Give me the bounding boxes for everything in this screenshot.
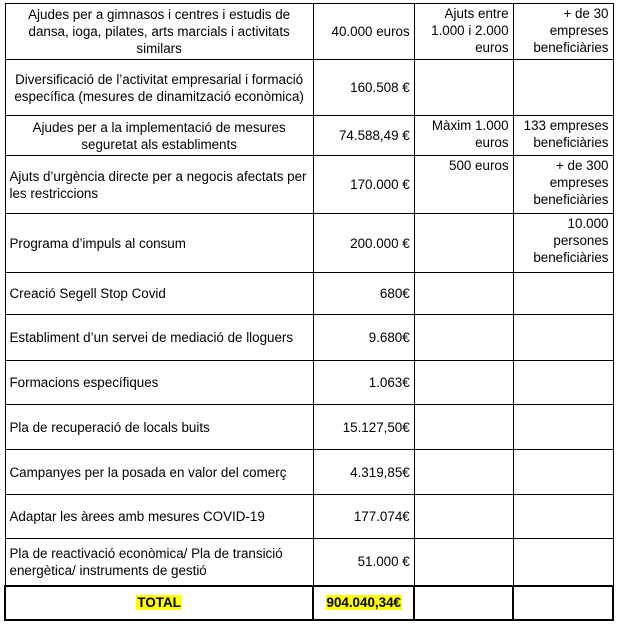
row-description: Diversificació de l’activitat empresarial i formació específica (mesures de dinamització econòmica): [5, 60, 313, 116]
row-aid: [414, 315, 513, 361]
row-beneficiaries: [513, 539, 613, 586]
table-row: [5, 60, 613, 116]
row-description: Establiment d’un servei de mediació de lloguers: [5, 315, 313, 361]
row-aid: [414, 405, 513, 450]
row-aid: [414, 60, 513, 116]
table-row: [5, 4, 613, 60]
table-row: [5, 405, 613, 450]
total-label: TOTAL: [137, 595, 181, 610]
row-beneficiaries: [513, 405, 613, 450]
row-beneficiaries: [513, 315, 613, 361]
row-beneficiaries: [513, 495, 613, 539]
row-amount: 74.588,49 €: [313, 116, 414, 156]
row-description: Pla de recuperació de locals buits: [5, 405, 313, 450]
table-row: [5, 495, 613, 539]
table-row: [5, 273, 613, 315]
row-description: Ajudes per a la implementació de mesures seguretat als establiments: [5, 116, 313, 156]
row-aid: [414, 214, 513, 273]
row-beneficiaries: [513, 361, 613, 405]
row-amount: 15.127,50€: [313, 405, 414, 450]
row-aid: Ajuts entre 1.000 i 2.000 euros: [414, 4, 513, 60]
row-amount: 177.074€: [313, 495, 414, 539]
table-row: [5, 116, 613, 156]
table-row: [5, 361, 613, 405]
row-description: Ajuts d’urgència directe per a negocis afectats per les restriccions: [5, 156, 313, 214]
row-amount: 9.680€: [313, 315, 414, 361]
row-aid: [414, 273, 513, 315]
row-description: Creació Segell Stop Covid: [5, 273, 313, 315]
row-aid: [414, 495, 513, 539]
row-aid: [414, 361, 513, 405]
row-aid: [414, 539, 513, 586]
row-description: Pla de reactivació econòmica/ Pla de transició energètica/ instruments de gestió: [5, 539, 313, 586]
row-amount: 51.000 €: [313, 539, 414, 586]
row-aid: Màxim 1.000 euros: [414, 116, 513, 156]
table-row: [5, 214, 613, 273]
row-aid: [414, 450, 513, 495]
table-row: [5, 539, 613, 586]
total-amount-cell: [313, 586, 414, 620]
row-amount: 1.063€: [313, 361, 414, 405]
row-beneficiaries: 133 empreses beneficiàries: [513, 116, 613, 156]
budget-table: [4, 3, 614, 621]
row-beneficiaries: [513, 450, 613, 495]
table-row: [5, 156, 613, 214]
row-beneficiaries: 10.000 persones beneficiàries: [513, 214, 613, 273]
table-row: [5, 450, 613, 495]
row-beneficiaries: + de 300 empreses beneficiàries: [513, 156, 613, 214]
row-description: Ajudes per a gimnasos i centres i estudis de dansa, ioga, pilates, arts marcials i activitats similars: [5, 4, 313, 60]
row-amount: 200.000 €: [313, 214, 414, 273]
total-row: [5, 586, 613, 620]
row-beneficiaries: [513, 60, 613, 116]
row-description: Formacions específiques: [5, 361, 313, 405]
row-amount: 680€: [313, 273, 414, 315]
table-row: [5, 315, 613, 361]
row-amount: 160.508 €: [313, 60, 414, 116]
row-amount: 4.319,85€: [313, 450, 414, 495]
row-beneficiaries: [513, 273, 613, 315]
row-amount: 40.000 euros: [313, 4, 414, 60]
row-aid: 500 euros: [414, 156, 513, 214]
total-label-cell: [5, 586, 313, 620]
row-description: Adaptar les àrees amb mesures COVID-19: [5, 495, 313, 539]
row-amount: 170.000 €: [313, 156, 414, 214]
total-amount: 904.040,34€: [326, 595, 401, 610]
row-description: Programa d’impuls al consum: [5, 214, 313, 273]
row-description: Campanyes per la posada en valor del comerç: [5, 450, 313, 495]
row-beneficiaries: + de 30 empreses beneficiàries: [513, 4, 613, 60]
total-empty-cell: [414, 586, 513, 620]
total-empty-cell: [513, 586, 613, 620]
